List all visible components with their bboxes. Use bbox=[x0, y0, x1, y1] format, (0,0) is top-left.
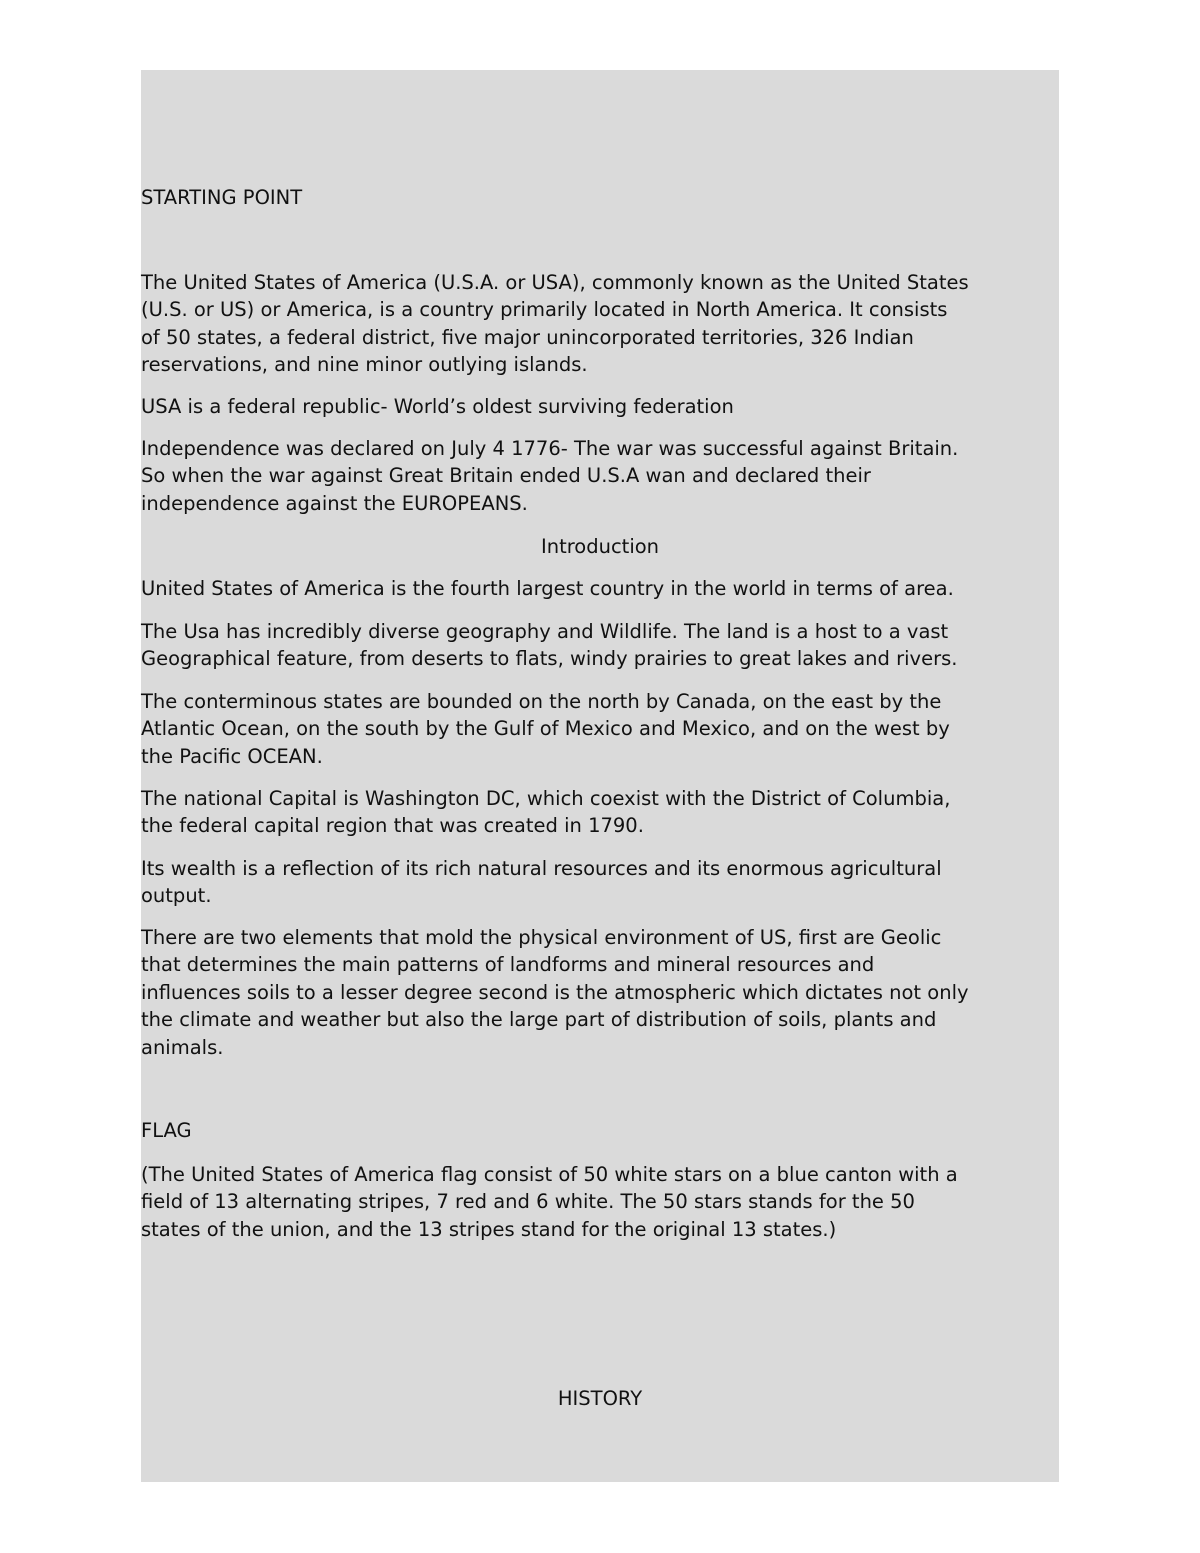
text-line: The conterminous states are bounded on the north by Canada, on the east by the bbox=[141, 690, 942, 713]
paragraph-capital bbox=[141, 785, 1059, 840]
text-line: USA is a federal republic- World’s oldest surviving federation bbox=[141, 395, 734, 418]
paragraph-area bbox=[141, 575, 1059, 602]
paragraph-geography bbox=[141, 618, 1059, 673]
text-line: Atlantic Ocean, on the south by the Gulf of Mexico and Mexico, and on the west by bbox=[141, 717, 950, 741]
text-line: states of the union, and the 13 stripes stand for the original 13 states.) bbox=[141, 1217, 837, 1241]
text-line: So when the war against Great Britain ended U.S.A wan and declared their bbox=[141, 464, 871, 488]
text-line: (The United States of America flag consist of 50 white stars on a blue canton with a bbox=[141, 1163, 958, 1186]
text-line: that determines the main patterns of landforms and mineral resources and bbox=[141, 953, 875, 977]
text-line: Geographical feature, from deserts to flats, windy prairies to great lakes and rivers. bbox=[141, 647, 958, 671]
text-line: There are two elements that mold the physical environment of US, first are Geolic bbox=[141, 926, 942, 949]
text-line: reservations, and nine minor outlying islands. bbox=[141, 353, 588, 377]
text-line: of 50 states, a federal district, five major unincorporated territories, 326 Indian bbox=[141, 325, 914, 349]
text-line: United States of America is the fourth largest country in the world in terms of area. bbox=[141, 577, 954, 600]
text-line: output. bbox=[141, 884, 212, 908]
text-line: independence against the EUROPEANS. bbox=[141, 491, 528, 515]
text-line: animals. bbox=[141, 1035, 224, 1059]
paragraph-borders bbox=[141, 688, 1059, 770]
paragraph-environment bbox=[141, 924, 1059, 1061]
text-line: influences soils to a lesser degree second is the atmospheric which dictates not only bbox=[141, 980, 969, 1004]
history-heading: HISTORY bbox=[557, 1387, 643, 1410]
introduction-heading: Introduction bbox=[540, 535, 660, 558]
paragraph-flag bbox=[141, 1161, 1059, 1243]
text-line: Its wealth is a reflection of its rich natural resources and its enormous agricultural bbox=[141, 857, 942, 880]
paragraph-federal-republic bbox=[141, 393, 1059, 420]
text-line: The United States of America (U.S.A. or USA), commonly known as the United States bbox=[141, 271, 969, 294]
text-line: (U.S. or US) or America, is a country primarily located in North America. It consists bbox=[141, 298, 948, 322]
paragraph-independence bbox=[141, 435, 1059, 517]
text-line: the climate and weather but also the large part of distribution of soils, plants and bbox=[141, 1008, 937, 1032]
document-page bbox=[141, 70, 1059, 1482]
text-line: Independence was declared on July 4 1776- The war was successful against Britain. bbox=[141, 437, 959, 460]
text-line: The Usa has incredibly diverse geography and Wildlife. The land is a host to a vast bbox=[141, 620, 949, 643]
paragraph-wealth bbox=[141, 855, 1059, 910]
text-line: The national Capital is Washington DC, which coexist with the District of Columbia, bbox=[141, 787, 951, 810]
text-line: the federal capital region that was created in 1790. bbox=[141, 814, 644, 838]
text-line: field of 13 alternating stripes, 7 red and 6 white. The 50 stars stands for the 50 bbox=[141, 1190, 915, 1214]
text-line: the Pacific OCEAN. bbox=[141, 744, 323, 768]
starting-point-heading: STARTING POINT bbox=[141, 186, 303, 209]
flag-heading: FLAG bbox=[141, 1119, 192, 1142]
paragraph-overview bbox=[141, 269, 1059, 379]
